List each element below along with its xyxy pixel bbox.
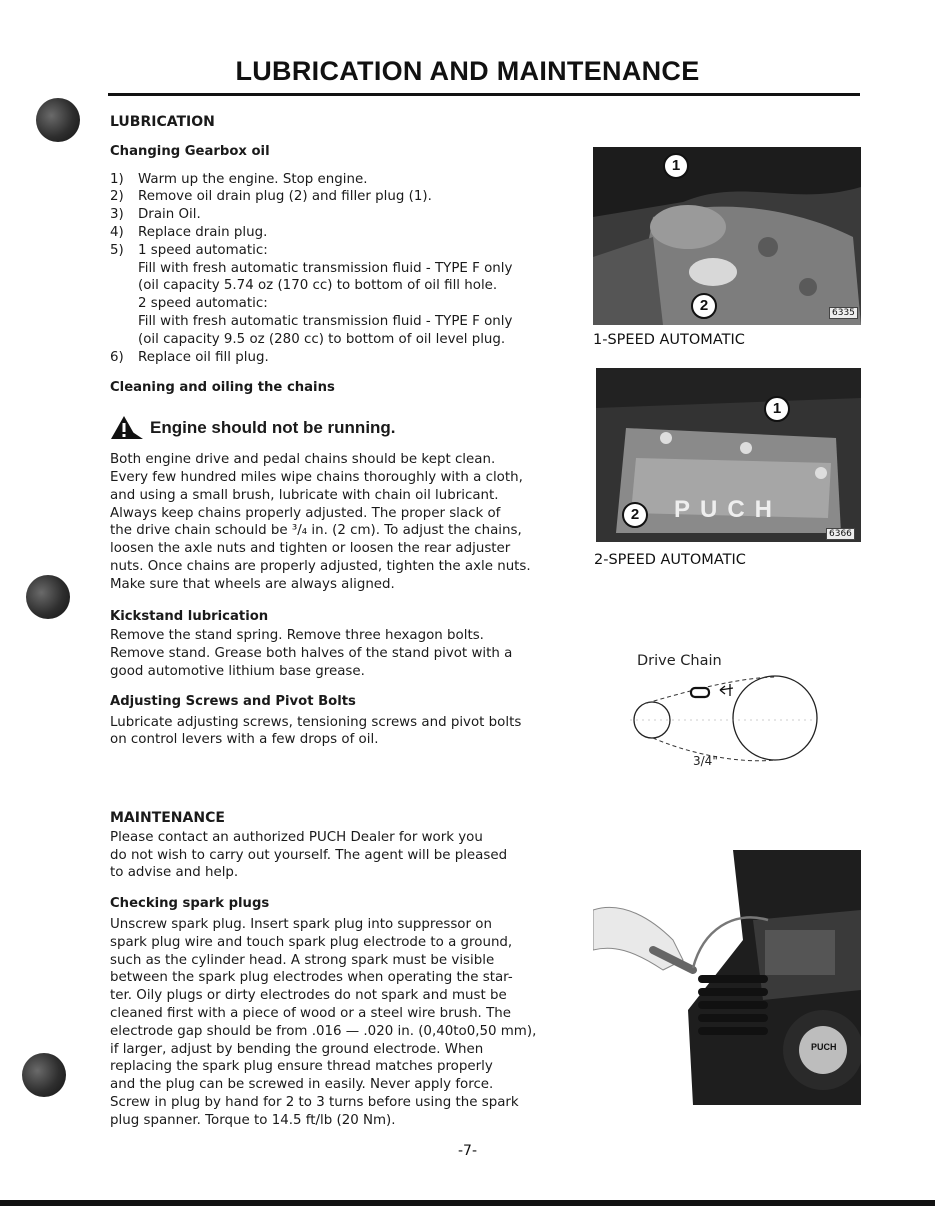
paragraph-line: good automotive lithium base grease. [110,663,365,679]
figure-reference: 6366 [826,528,855,540]
step5-line: (oil capacity 5.74 oz (170 cc) to bottom of oil fill hole. [138,278,498,294]
step5-line: Fill with fresh automatic transmission fluid - TYPE F only [138,313,513,329]
engine-photo-illustration [593,147,861,325]
paragraph-line: Unscrew spark plug. Insert spark plug into suppressor on [110,916,492,932]
chains-heading: Cleaning and oiling the chains [110,380,335,396]
lubrication-heading: LUBRICATION [110,114,215,130]
caption-1-speed: 1-SPEED AUTOMATIC [593,332,745,348]
paragraph-line: the drive chain schould be ³/₄ in. (2 cm). To adjust the chains, [110,523,522,539]
step5-line: (oil capacity 9.5 oz (280 cc) to bottom of oil level plug. [138,331,506,347]
paragraph-line: spark plug wire and touch spark plug electrode to a ground, [110,934,513,950]
paragraph-line: to advise and help. [110,865,239,881]
paragraph-line: cleaned first with a piece of wood or a steel wire brush. The [110,1005,511,1021]
step-number: 2) [110,189,124,205]
screws-heading: Adjusting Screws and Pivot Bolts [110,693,356,709]
paragraph-line: if larger, adjust by bending the ground electrode. When [110,1041,484,1057]
step-item [110,224,545,242]
paragraph-line: do not wish to carry out yourself. The agent will be pleased [110,847,508,863]
page-title: LUBRICATION AND MAINTENANCE [235,56,700,86]
gearbox-heading: Changing Gearbox oil [110,143,270,159]
title-rule [108,93,860,96]
photo-2-speed-automatic [596,368,861,542]
step-number: 3) [110,207,124,223]
callout-oil-fill-plug: 1 [764,396,790,422]
paragraph-line: Always keep chains properly adjusted. The proper slack of [110,505,501,521]
slack-arrow-icon [720,686,733,694]
paragraph-line: Please contact an authorized PUCH Dealer for work you [110,829,483,845]
kickstand-heading: Kickstand lubrication [110,608,269,624]
paragraph-line: such as the cylinder head. A strong spark must be visible [110,952,495,968]
step-number: 5) [110,242,124,258]
page-number: -7- [457,1143,477,1159]
rear-sprocket [733,676,817,760]
paragraph-line: and using a small brush, lubricate with chain oil lubricant. [110,487,499,503]
paragraph-line: nuts. Once chains are properly adjusted, tighten the axle nuts. [110,558,531,574]
step-text: Remove oil drain plug (2) and filler plug (1). [138,189,432,205]
paragraph-line: electrode gap should be from .016 — .020 in. (0,40to0,50 mm), [110,1023,537,1039]
front-sprocket [634,702,670,738]
figure-reference: 6335 [829,307,858,319]
warning-line [110,415,545,441]
bottom-border [0,1200,935,1206]
paragraph-line: Lubricate adjusting screws, tensioning screws and pivot bolts [110,714,522,730]
paragraph-line: Screw in plug by hand for 2 to 3 turns before using the spark [110,1094,519,1110]
paragraph-line: plug spanner. Torque to 14.5 ft/lb (20 Nm). [110,1112,396,1128]
step-number: 4) [110,224,124,240]
spark-paragraph [110,916,545,1130]
slack-measure: 3/4" [693,754,718,768]
maintenance-heading: MAINTENANCE [110,810,225,826]
step-text: Warm up the engine. Stop engine. [138,171,368,187]
chains-paragraph [110,451,545,593]
step-item [110,349,545,367]
step-item [110,171,545,189]
warning-icon [110,415,144,441]
paragraph-line: Make sure that wheels are always aligned. [110,576,395,592]
paragraph-line: on control levers with a few drops of oil. [110,732,379,748]
step-text: Replace drain plug. [138,224,268,240]
warning-text: Engine should not be running. [150,418,396,438]
paragraph-line: Both engine drive and pedal chains should be kept clean. [110,452,496,468]
paragraph-line: and the plug can be screwed in easily. Never apply force. [110,1077,494,1093]
gearbox-steps [110,171,545,367]
paragraph-line: Remove the stand spring. Remove three hexagon bolts. [110,628,484,644]
step5-line: 2 speed automatic: [138,296,268,312]
step-item [110,206,545,224]
step-item [110,242,545,349]
callout-drain-plug: 2 [691,293,717,319]
drive-chain-diagram [625,672,825,782]
binder-hole-bottom [22,1053,66,1097]
maintenance-section [110,810,545,1130]
step-number: 6) [110,349,124,365]
brand-badge: PUCH [811,1042,837,1052]
step-item [110,188,545,206]
paragraph-line: ter. Oily plugs or dirty electrodes do not spark and must be [110,988,507,1004]
photo-1-speed-automatic [593,147,861,325]
spark-heading: Checking spark plugs [110,896,270,912]
spark-plug-photo-illustration [593,850,861,1105]
step-text: Drain Oil. [138,207,201,223]
lubrication-section [110,114,545,749]
step-text: 1 speed automatic: [138,242,268,258]
binder-hole-top [36,98,80,142]
callout-oil-level-plug: 2 [622,502,648,528]
paragraph-line: Every few hundred miles wipe chains thoroughly with a cloth, [110,469,523,485]
callout-oil-fill-plug: 1 [663,153,689,179]
step5-line: Fill with fresh automatic transmission fluid - TYPE F only [138,260,513,276]
photo-spark-plug-check [593,850,861,1105]
drive-chain-label: Drive Chain [637,653,722,669]
paragraph-line: Remove stand. Grease both halves of the stand pivot with a [110,646,513,662]
paragraph-line: loosen the axle nuts and tighten or loosen the rear adjuster [110,541,511,557]
chain-link-icon [691,688,709,697]
caption-2-speed: 2-SPEED AUTOMATIC [594,552,746,568]
binder-hole-middle [26,575,70,619]
paragraph-line: replacing the spark plug ensure thread matches properly [110,1059,493,1075]
maintenance-paragraph [110,829,545,882]
step-number: 1) [110,171,124,187]
paragraph-line: between the spark plug electrodes when operating the star- [110,970,513,986]
brand-lettering: PUCH [674,496,783,523]
kickstand-paragraph [110,627,545,680]
screws-paragraph [110,714,545,750]
step-text: Replace oil fill plug. [138,349,269,365]
